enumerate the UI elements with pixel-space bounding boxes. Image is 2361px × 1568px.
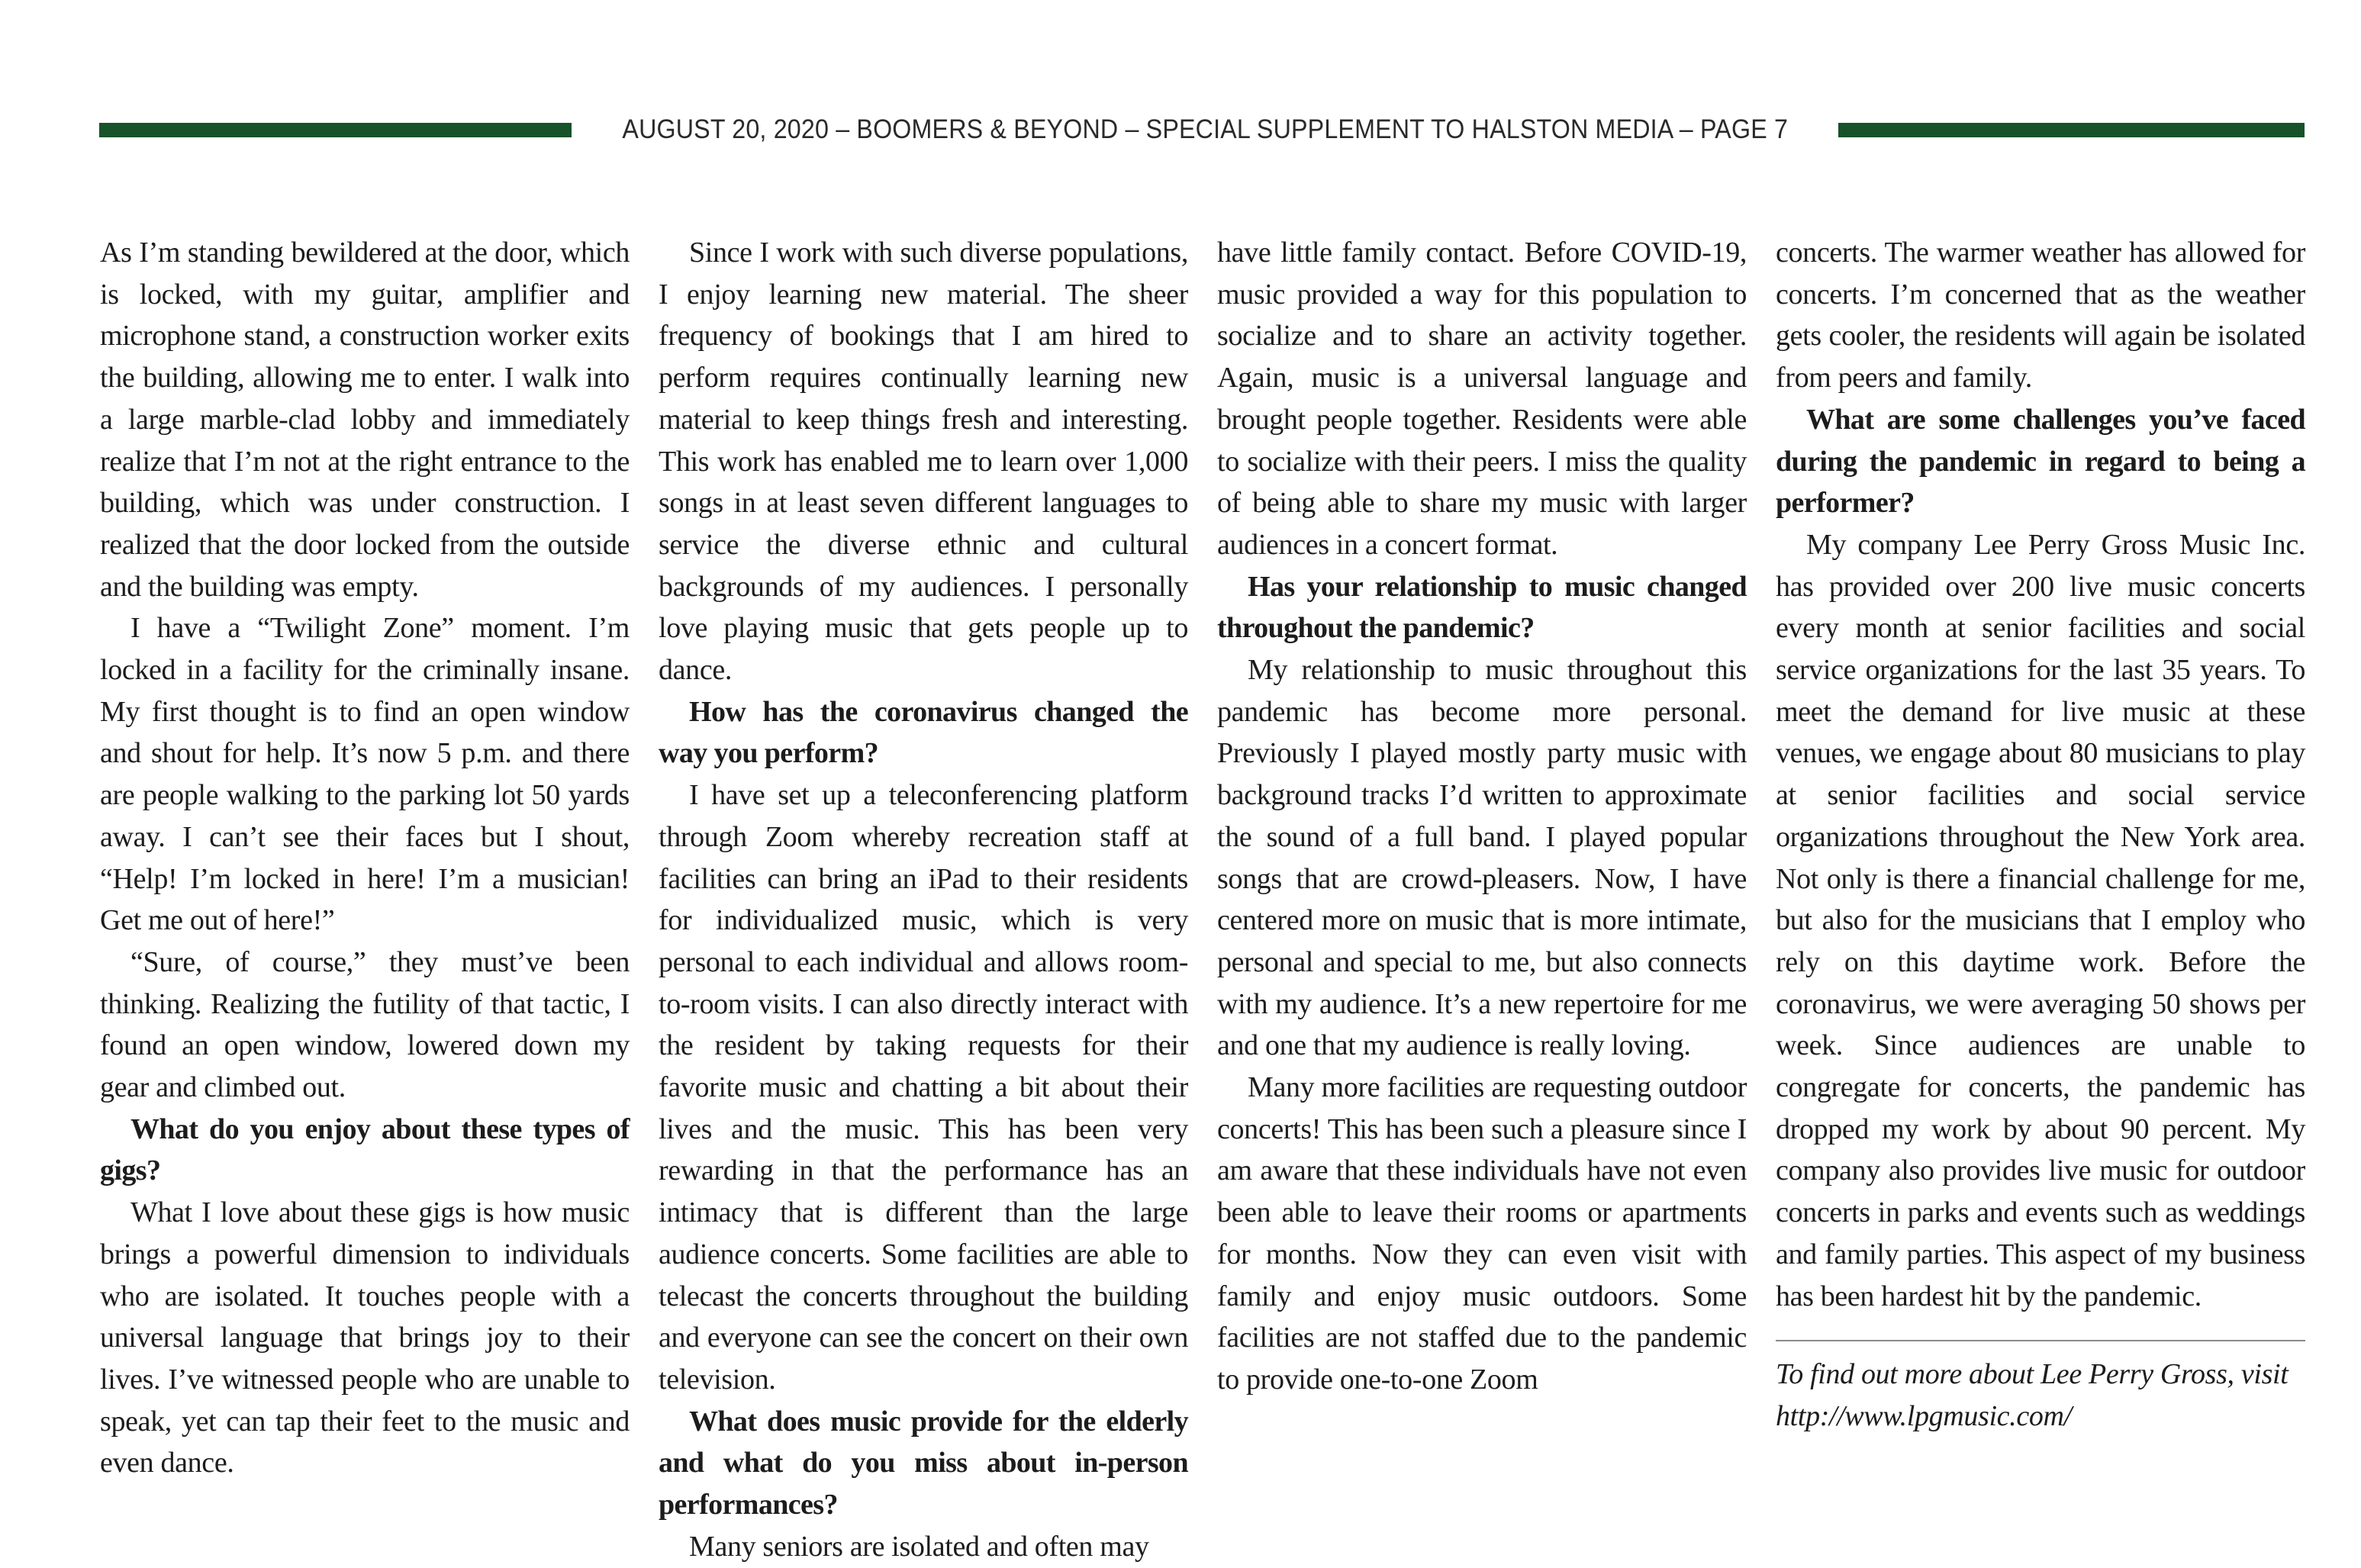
header-rule-right [1838,123,2305,137]
paragraph: Since I work with such diverse populations, I enjoy learning new material. The sheer frequency of bookings that I am hired to perform requires continually learning new material to keep things fresh and interesting. This work has enabled me to learn over 1,000 songs in at least seven different languages to service the diverse ethnic and cultural backgrounds of my audiences. I personally love playing music that gets people up to dance. [659,237,1188,687]
paragraph: “Sure, of course,” they must’ve been thinking. Realizing the futility of that tactic, I found an open window, lowered down my gear and climbed out. [100,945,630,1104]
header-rule-left [99,123,572,137]
website-note: To find out more about Lee Perry Gross, visit http://www.lpgmusic.com/ [1776,1358,2289,1432]
interview-question: What does music provide for the elderly and what do you miss about in-person performances? [659,1405,1188,1521]
page-header [99,110,2305,150]
article-columns [100,232,2305,1563]
paragraph: Many seniors are isolated and often may [689,1530,1149,1563]
paragraph: I have a “Twilight Zone” moment. I’m locked in a facility for the criminally insane. My first thought is to find an open window and shout for help. It’s now 5 p.m. and there are people walking to the parking lot 50 yards away. I can’t see their faces but I shout, “Help! I’m locked in here! I’m a musician! Get me out of here!” [100,612,630,937]
column-2 [659,232,1188,1563]
paragraph: I have set up a teleconferencing platform through Zoom whereby recreation staff at facilities can bring an iPad to their residents for individualized music, which is very personal to each individual and allows room-to-room visits. I can also directly interact with the resident by taking requests for their favorite music and chatting a bit about their lives and the music. This has been very rewarding in that the performance has an intimacy that is different than the large audience concerts. Some facilities are able to telecast the concerts throughout the building and everyone can see the concert on their own television. [659,779,1188,1396]
paragraph: What I love about these gigs is how music brings a powerful dimension to individuals who are isolated. It touches people with a universal language that brings joy to their lives. I’ve witnessed people who are unable to speak, yet can tap their feet to the music and even dance. [100,1196,630,1479]
interview-question: How has the coronavirus changed the way you perform? [659,695,1188,770]
paragraph: My relationship to music throughout this pandemic has become more personal. Previously I played mostly party music with background tracks I’d written to approximate the sound of a full band. I played popular songs that are crowd-pleasers. Now, I have centered more on music that is more intimate, personal and special to me, but also connects with my audience. It’s a new repertoire for me and one that my audience is really loving. [1217,654,1747,1062]
note-divider [1776,1340,2305,1341]
header-text: AUGUST 20, 2020 – BOOMERS & BEYOND – SPECIAL SUPPLEMENT TO HALSTON MEDIA – PAGE 7 [622,114,1788,144]
column-1 [100,232,630,1479]
paragraph: Many more facilities are requesting outdoor concerts! This has been such a pleasure since I am aware that these individuals have not even been able to leave their rooms or apartments for months. Now they can even visit with family and enjoy music outdoors. Some facilities are not staffed due to the pandemic to provide one-to-one Zoom [1217,1071,1747,1396]
column-4 [1776,232,2305,1432]
paragraph: As I’m standing bewildered at the door, which is locked, with my guitar, amplifier and microphone stand, a construction worker exits the building, allowing me to enter. I walk into a large marble-clad lobby and immediately realize that I’m not at the right entrance to the building, which was under construction. I realized that the door locked from the outside and the building was empty. [100,237,630,603]
interview-question: What are some challenges you’ve faced during the pandemic in regard to being a performer? [1776,403,2305,520]
column-3 [1217,232,1747,1407]
interview-question: What do you enjoy about these types of gigs? [100,1112,630,1187]
paragraph: have little family contact. Before COVID-19, music provided a way for this population to socialize and to share an activity together. Again, music is a universal language and brought people together. Residents were able to socialize with their peers. I miss the quality of being able to share my music with larger audiences in a concert format. [1217,237,1747,561]
interview-question: Has your relationship to music changed throughout the pandemic? [1217,570,1747,645]
paragraph: My company Lee Perry Gross Music Inc. has provided over 200 live music concerts every month at senior facilities and social service organizations for the last 35 years. To meet the demand for live music at these venues, we engage about 80 musicians to play at senior facilities and social service organizations throughout the New York area. Not only is there a financial challenge for me, but also for the musicians that I employ who rely on this daytime work. Before the coronavirus, we were averaging 50 shows per week. Since audiences are unable to congregate for concerts, the pandemic has dropped my work by about 90 percent. My company also provides live music for outdoor concerts in parks and events such as weddings and family parties. This aspect of my business has been hardest hit by the pandemic. [1776,528,2305,1312]
paragraph: concerts. The warmer weather has allowed for concerts. I’m concerned that as the weather gets cooler, the residents will again be isolated from peers and family. [1776,237,2305,394]
